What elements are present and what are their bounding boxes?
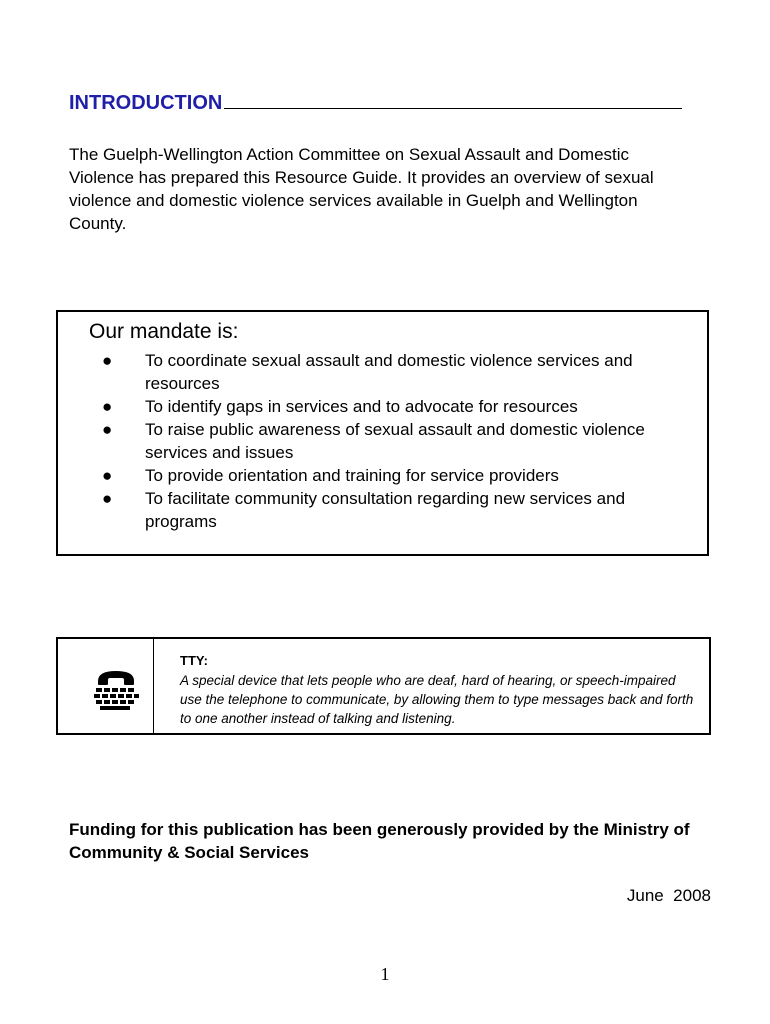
page-number: 1 — [380, 964, 390, 984]
mandate-item — [100, 349, 700, 395]
heading-title: INTRODUCTION — [69, 92, 223, 114]
mandate-list — [100, 349, 700, 533]
tty-label: TTY: — [180, 653, 208, 668]
mandate-item — [100, 464, 700, 487]
bullet-icon: ● — [102, 420, 113, 439]
mandate-title: Our mandate is: — [89, 320, 239, 343]
mandate-item-text: To provide orientation and training for service providers — [145, 466, 559, 485]
tty-description: A special device that lets people who are deaf, hard of hearing, or speech-impaired use the telephone to communicate, by allowing them to type messages back and forth to one another instead of talking and listening. — [180, 673, 694, 726]
bullet-icon: ● — [102, 397, 113, 416]
mandate-item-text: To raise public awareness of sexual assault and domestic violence services and issues — [145, 420, 645, 462]
mandate-item — [100, 418, 700, 464]
tty-info-box — [56, 637, 711, 735]
mandate-box — [56, 310, 709, 556]
mandate-item-text: To identify gaps in services and to advocate for resources — [145, 397, 578, 416]
bullet-icon: ● — [102, 489, 113, 508]
tty-telephone-icon — [92, 665, 140, 713]
bullet-icon: ● — [102, 351, 113, 370]
mandate-item — [100, 395, 700, 418]
mandate-item — [100, 487, 700, 533]
mandate-item-text: To facilitate community consultation regarding new services and programs — [145, 489, 626, 531]
funding-statement: Funding for this publication has been generously provided by the Ministry of Community & Social Services — [69, 820, 690, 862]
mandate-item-text: To coordinate sexual assault and domestic violence services and resources — [145, 351, 633, 393]
intro-paragraph: The Guelph-Wellington Action Committee on Sexual Assault and Domestic Violence has prepared this Resource Guide. It provides an overview of sexual violence and domestic violence services available in Guelph and Wellington County. — [69, 145, 654, 233]
page-heading — [69, 92, 682, 115]
publication-date: June 2008 — [626, 886, 711, 905]
bullet-icon: ● — [102, 466, 113, 485]
tty-divider — [153, 639, 154, 733]
heading-underline-rule — [224, 108, 682, 109]
